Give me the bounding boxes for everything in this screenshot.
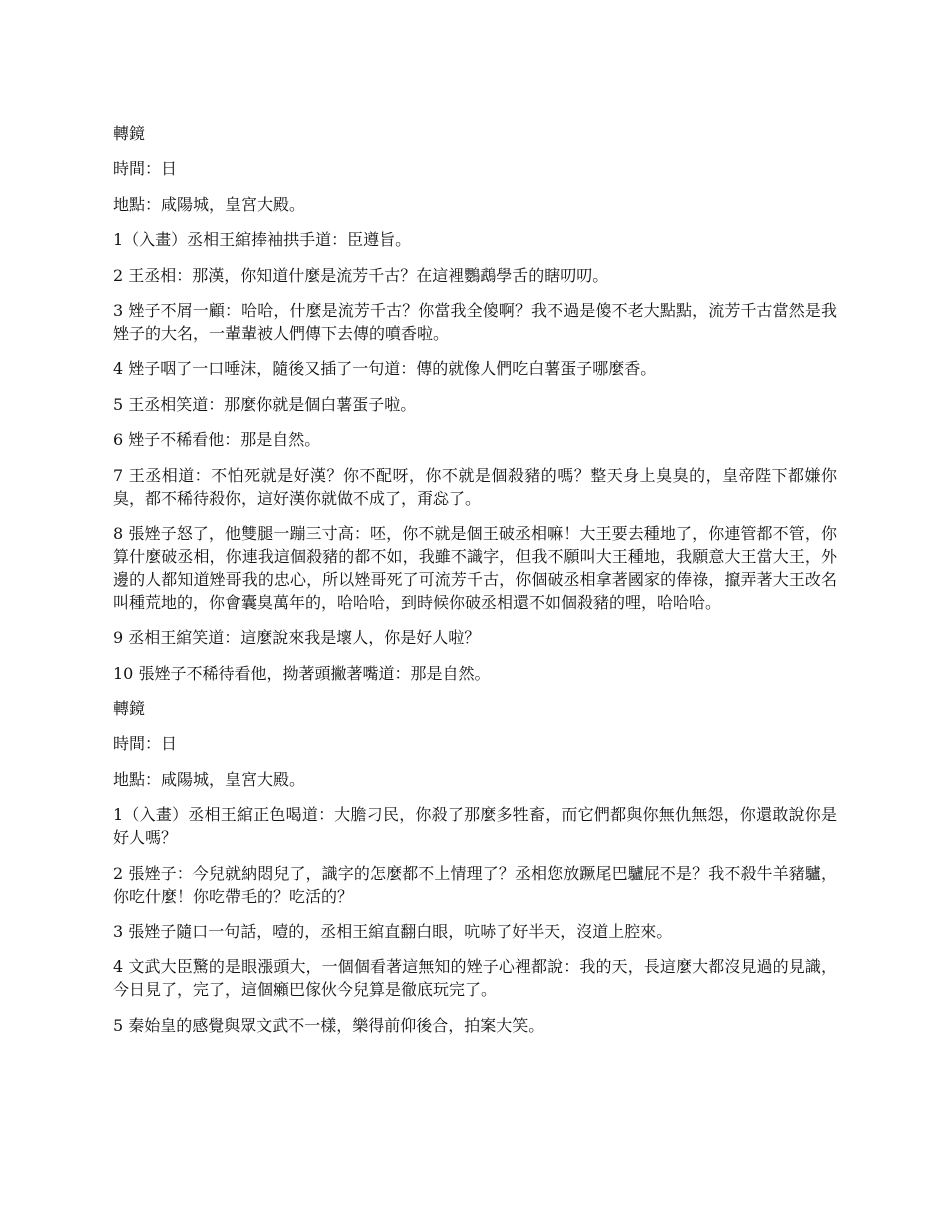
scene-time: 時間：日	[113, 734, 178, 754]
script-line-3: 3 矬子不屑一顧：哈哈，什麼是流芳千古？你當我全傻啊？我不過是傻不老大點點，流芳千古當然是我矬子的大名，一輩輩被人們傳下去傳的噴香啦。	[113, 300, 837, 343]
script-line-4: 4 文武大臣驚的是眼漲頭大，一個個看著這無知的矬子心裡都說：我的天，長這麼大都沒見過的見識，今日見了，完了，這個癩巴傢伙今兒算是徹底玩完了。	[113, 957, 837, 1000]
scene-location: 地點：咸陽城，皇宮大殿。	[113, 769, 306, 789]
script-line-10: 10 張矬子不稀待看他，拗著頭撇著嘴道：那是自然。	[113, 663, 491, 683]
script-line-2: 2 張矬子：今兒就納悶兒了，識字的怎麼都不上情理了？丞相您放蹶尾巴驢屁不是？我不殺牛羊豬驢，你吃什麼！你吃帶毛的？吃活的？	[113, 863, 837, 906]
script-line-1: 1（入畫）丞相王綰捧袖拱手道：臣遵旨。	[113, 230, 412, 250]
scene-transition: 轉鏡	[113, 124, 146, 143]
script-line-5: 5 秦始皇的感覺與眾文武不一樣，樂得前仰後合，拍案大笑。	[113, 1015, 545, 1035]
script-line-1: 1（入畫）丞相王綰正色喝道：大膽刁民，你殺了那麼多牲畜，而它們都與你無仇無怨，你還敢說你是好人嗎？	[113, 805, 837, 848]
scene-transition: 轉鏡	[113, 699, 146, 719]
script-line-7: 7 王丞相道：不怕死就是好漢？你不配呀，你不就是個殺豬的嗎？整天身上臭臭的，皇帝陛下都嫌你臭，都不稀待殺你，這好漢你就做不成了，甭惢了。	[113, 465, 837, 508]
script-line-9: 9 丞相王綰笑道：這麼說來我是壞人，你是好人啦？	[113, 628, 481, 648]
script-line-2: 2 王丞相：那漢，你知道什麼是流芳千古？在這裡鸚鵡學舌的瞎叨叨。	[113, 265, 609, 285]
script-line-4: 4 矬子咽了一口唾沫，隨後又插了一句道：傳的就像人們吃白薯蛋子哪麼香。	[113, 359, 657, 379]
scene-time: 時間：日	[113, 159, 178, 179]
scene-location: 地點：咸陽城，皇宮大殿。	[113, 194, 306, 214]
script-line-3: 3 張矬子隨口一句話，噎的，丞相王綰直翻白眼，吭哧了好半天，沒道上腔來。	[113, 922, 673, 942]
script-line-6: 6 矬子不稀看他：那是自然。	[113, 430, 321, 450]
script-line-5: 5 王丞相笑道：那麼你就是個白薯蛋子啦。	[113, 394, 417, 414]
script-line-8: 8 張矬子怒了，他雙腿一蹦三寸高：呸，你不就是個王破丞相嘛！大王要去種地了，你連管都不管，你算什麼破丞相，你連我這個殺豬的都不如，我雖不識字，但我不願叫大王種地，我願意大王當大王，外邊的人都知道矬哥我的忠心，所以矬哥死了可流芳千古，你個破丞相拿著國家的俸祿，攛弄著大王改名叫種荒地的，你會囊臭萬年的，哈哈哈，到時候你破丞相還不如個殺豬的哩，哈哈哈。	[113, 523, 837, 612]
document-body	[113, 122, 837, 1049]
